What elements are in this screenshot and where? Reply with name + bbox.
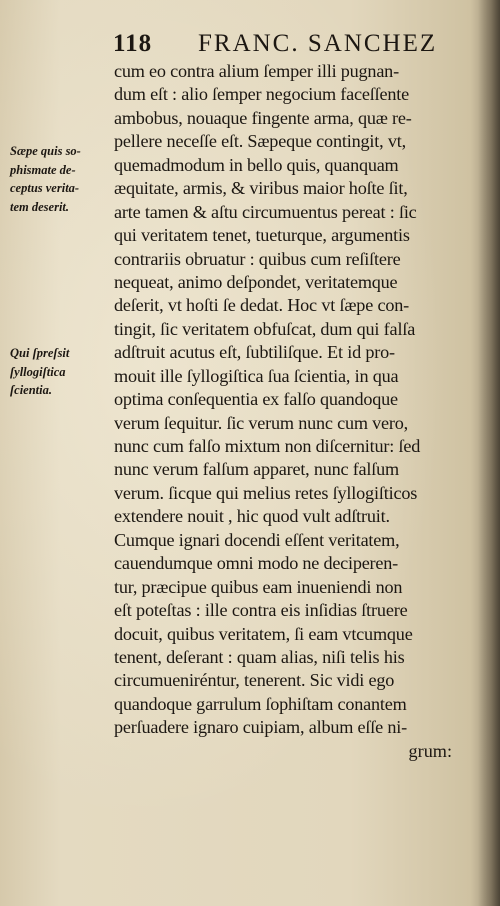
- text-line: docuit, quibus veritatem, ſi eam vtcumque: [114, 623, 413, 644]
- text-line: verum ſequitur. ſic verum nunc cum vero,: [114, 412, 409, 433]
- text-line: optima conſequentia ex falſo quandoque: [114, 389, 398, 410]
- text-line: contrariis obruatur : quibus cum reſiſtere: [114, 248, 401, 269]
- text-line: adſtruit acutus eſt, ſubtiliſque. Et id pro-: [114, 342, 395, 363]
- text-line: mouit ille ſyllogiſtica ſua ſcientia, in qua: [114, 365, 399, 386]
- margin-note-line: ceptus verita-: [10, 181, 80, 195]
- text-line: extendere nouit , hic quod vult adſtruit.: [114, 506, 390, 527]
- text-line: nequeat, animo deſpondet, veritatemque: [114, 271, 398, 292]
- text-line: arte tamen & aſtu circumuentus pereat : ſic: [114, 201, 417, 222]
- page-header: [113, 30, 443, 60]
- text-line: æquitate, armis, & viribus maior hoſte ſit,: [114, 178, 408, 199]
- gutter-shadow: [478, 0, 500, 906]
- text-line: ambobus, nouaque fingente arma, quæ re-: [114, 107, 412, 128]
- body-text: [114, 60, 480, 763]
- text-line: cum eo contra alium ſemper illi pugnan-: [114, 61, 399, 81]
- text-line: nunc cum falſo mixtum non diſcernitur: ſed: [114, 436, 421, 456]
- text-line: quemadmodum in bello quis, quanquam: [114, 154, 399, 175]
- text-line: tenent, deſerant : quam alias, niſi telis his: [114, 646, 405, 667]
- text-line: eſt poteſtas : ille contra eis inſidias ſtruere: [114, 600, 408, 621]
- margin-note-2: [10, 344, 114, 400]
- text-line: cauendumque omni modo ne deciperen-: [114, 553, 398, 574]
- text-line: deſerit, vt hoſti ſe dedat. Hoc vt ſæpe con-: [114, 295, 410, 316]
- text-line: perſuadere ignaro cuipiam, album eſſe ni-: [114, 717, 407, 738]
- margin-note-line: Qui ſpreſsit: [10, 346, 70, 360]
- text-line: circumueniréntur, tenerent. Sic vidi ego: [114, 670, 395, 691]
- catchword: grum:: [408, 740, 452, 761]
- text-line: qui veritatem tenet, tueturque, argumentis: [114, 225, 410, 246]
- running-title: FRANC. SANCHEZ: [198, 30, 438, 57]
- text-line: verum. ſicque qui melius retes ſyllogiſticos: [114, 482, 418, 503]
- text-line: nunc verum falſum apparet, nunc falſum: [114, 459, 399, 480]
- margin-note-line: tem deserit.: [10, 199, 70, 214]
- text-line: tur, præcipue quibus eam inueniendi non: [114, 576, 403, 597]
- text-line: Cumque ignari docendi eſſent veritatem,: [114, 529, 400, 550]
- text-line: quandoque garrulum ſophiſtam conantem: [114, 693, 407, 714]
- text-line: tingit, ſic veritatem obfuſcat, dum qui falſa: [114, 318, 416, 339]
- margin-note-line: ſcientia.: [10, 383, 53, 397]
- margin-note-1: [10, 142, 114, 216]
- text-line: pellere neceſſe eſt. Sæpeque contingit, vt,: [114, 131, 406, 152]
- margin-note-line: Sæpe quis so-: [10, 144, 81, 158]
- margin-note-line: ſyllogiſtica: [10, 364, 66, 379]
- text-line: dum eſt : alio ſemper negocium faceſſente: [114, 84, 410, 105]
- page-number: 118: [113, 30, 153, 57]
- margin-note-line: phismate de-: [10, 162, 76, 177]
